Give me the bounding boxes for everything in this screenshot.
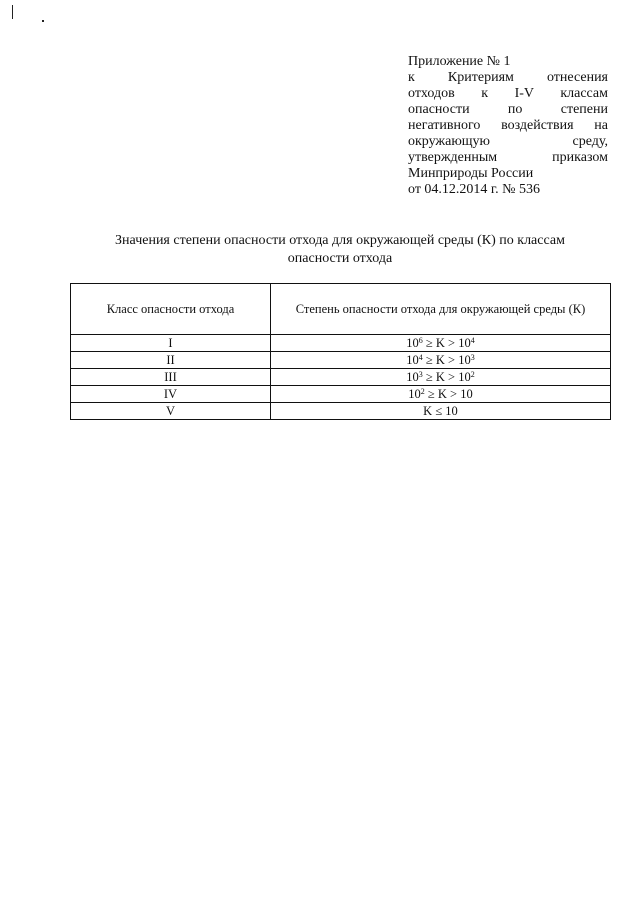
hazard-degree-cell bbox=[271, 386, 611, 403]
degree-exponent: 4 bbox=[418, 353, 423, 362]
hazard-class-cell: II bbox=[71, 352, 271, 369]
degree-relation: ≥ K > 10 bbox=[422, 353, 471, 367]
hazard-degree-cell bbox=[271, 403, 611, 420]
scan-mark bbox=[42, 20, 44, 22]
degree-base: 10 bbox=[408, 387, 421, 401]
appendix-line: отходов к I-V классам bbox=[408, 86, 608, 101]
degree-relation: ≥ K > 10 bbox=[422, 370, 471, 384]
table-header-row bbox=[71, 284, 611, 335]
appendix-line: окружающую среду, bbox=[408, 134, 608, 149]
hazard-class-cell: IV bbox=[71, 386, 271, 403]
appendix-block bbox=[408, 54, 608, 198]
scan-mark bbox=[12, 5, 13, 19]
degree-relation: ≥ K > 10 bbox=[422, 336, 471, 350]
header-degree: Степень опасности отхода для окружающей среды (К) bbox=[271, 284, 611, 335]
appendix-line: Минприроды России bbox=[408, 166, 534, 181]
appendix-title: Приложение № 1 bbox=[408, 54, 511, 69]
degree-exponent: 2 bbox=[470, 370, 475, 379]
hazard-class-table bbox=[70, 283, 611, 420]
table-row bbox=[71, 369, 611, 386]
appendix-line: негативного воздействия на bbox=[408, 118, 608, 133]
degree-exponent: 4 bbox=[470, 336, 475, 345]
hazard-degree-cell bbox=[271, 352, 611, 369]
hazard-degree-cell bbox=[271, 369, 611, 386]
heading-line: Значения степени опасности отхода для окружающей среды (К) по классам bbox=[115, 233, 565, 248]
heading-line: опасности отхода bbox=[287, 251, 393, 266]
degree-exponent: 3 bbox=[418, 370, 423, 379]
degree-base: 10 bbox=[406, 336, 419, 350]
table-row bbox=[71, 386, 611, 403]
degree-base: 10 bbox=[406, 353, 419, 367]
degree-base: 10 bbox=[406, 370, 419, 384]
hazard-class-cell: V bbox=[71, 403, 271, 420]
degree-exponent: 3 bbox=[470, 353, 475, 362]
appendix-line: утвержденным приказом bbox=[408, 150, 608, 165]
hazard-class-cell: III bbox=[71, 369, 271, 386]
document-heading bbox=[70, 232, 610, 268]
degree-exponent: 6 bbox=[418, 336, 423, 345]
degree-exponent: 2 bbox=[420, 387, 425, 396]
appendix-line: опасности по степени bbox=[408, 102, 608, 117]
appendix-date: от 04.12.2014 г. № 536 bbox=[408, 182, 540, 197]
appendix-line: к Критериям отнесения bbox=[408, 70, 608, 85]
degree-relation: ≥ K > 10 bbox=[424, 387, 473, 401]
table-row bbox=[71, 403, 611, 420]
degree-base: K ≤ 10 bbox=[423, 404, 458, 418]
table-row bbox=[71, 352, 611, 369]
hazard-degree-cell bbox=[271, 335, 611, 352]
hazard-class-cell: I bbox=[71, 335, 271, 352]
header-class: Класс опасности отхода bbox=[71, 284, 271, 335]
table-row bbox=[71, 335, 611, 352]
